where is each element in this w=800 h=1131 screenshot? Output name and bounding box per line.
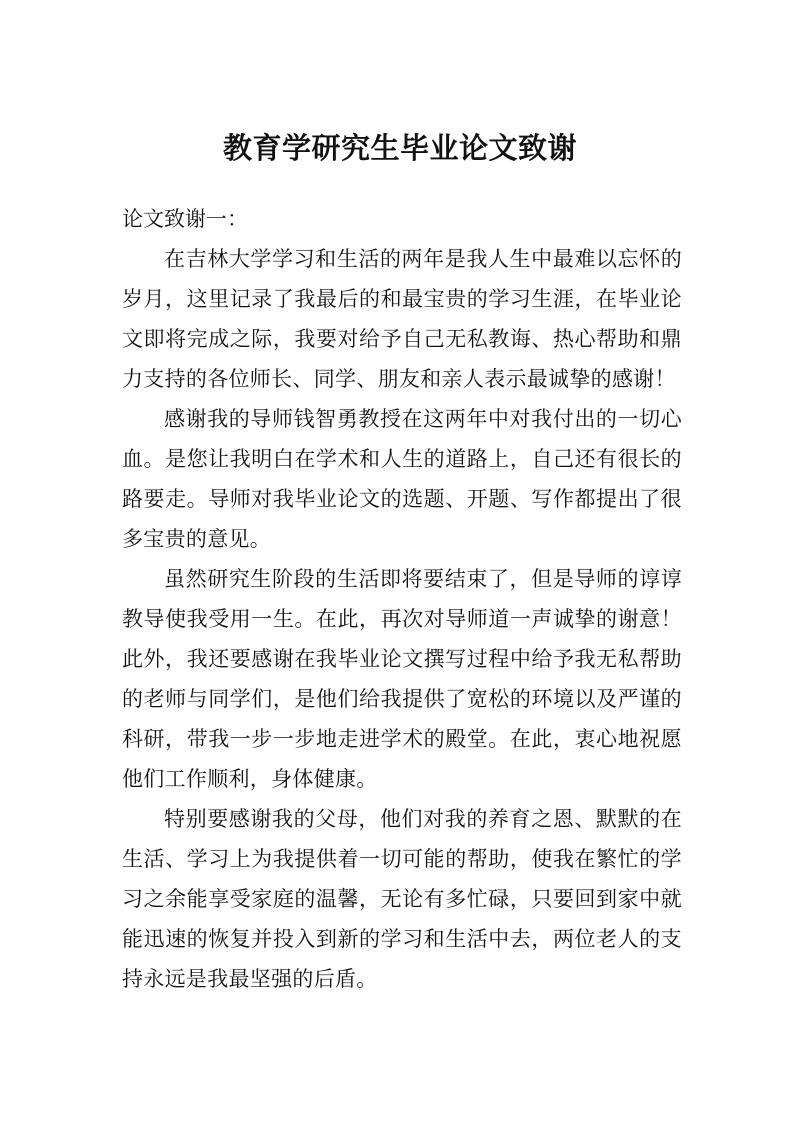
page-title: 教育学研究生毕业论文致谢 bbox=[222, 131, 577, 165]
section-heading: 论文致谢一： bbox=[122, 207, 248, 231]
paragraph-4: 特别要感谢我的父母，他们对我的养育之恩、默默的在生活、学习上为我提供着一切可能的帮助，使我在繁忙的学习之余能享受家庭的温馨，无论有多忙碌，只要回到家中就能迅速的恢复并投入到新的学习和生活中去，两位老人的支持永远是我最坚强的后盾。 bbox=[122, 807, 682, 991]
paragraph-3: 虽然研究生阶段的生活即将要结束了，但是导师的谆谆教导使我受用一生。在此，再次对导师道一声诚挚的谢意！此外，我还要感谢在我毕业论文撰写过程中给予我无私帮助的老师与同学们，是他们给我提供了宽松的环境以及严谨的科研，带我一步一步地走进学术的殿堂。在此，衷心地祝愿他们工作顺利，身体健康。 bbox=[122, 567, 682, 791]
body-text bbox=[122, 239, 682, 999]
paragraph-2: 感谢我的导师钱智勇教授在这两年中对我付出的一切心血。是您让我明白在学术和人生的道路上，自己还有很长的路要走。导师对我毕业论文的选题、开题、写作都提出了很多宝贵的意见。 bbox=[122, 407, 682, 551]
paragraph-1: 在吉林大学学习和生活的两年是我人生中最难以忘怀的岁月，这里记录了我最后的和最宝贵的学习生涯，在毕业论文即将完成之际，我要对给予自己无私教诲、热心帮助和鼎力支持的各位师长、同学、朋友和亲人表示最诚挚的感谢！ bbox=[122, 247, 682, 391]
